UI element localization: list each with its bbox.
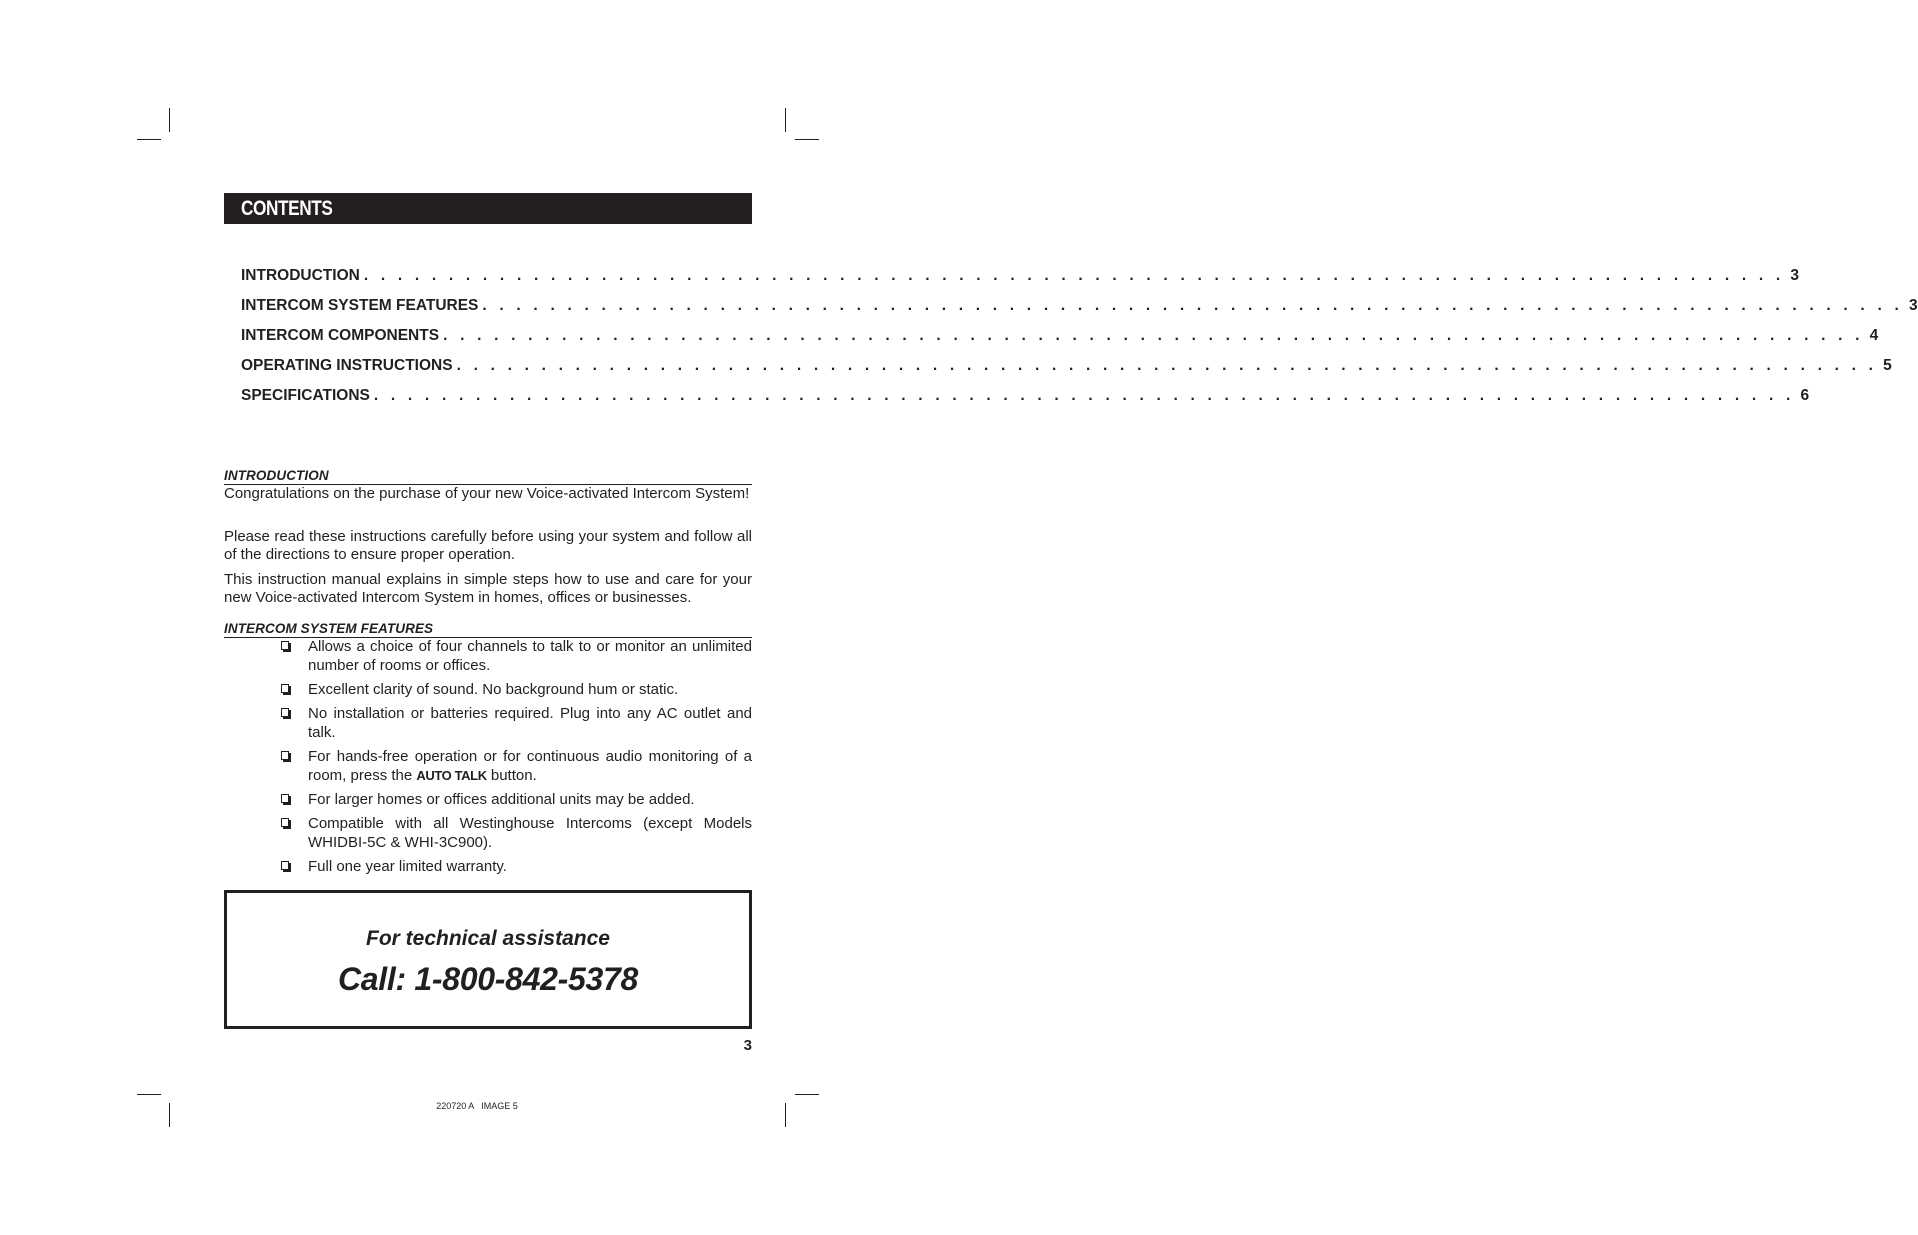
feature-text: Allows a choice of four channels to talk to or monitor an unlimited number of rooms or offices. bbox=[308, 638, 752, 674]
table-of-contents bbox=[241, 266, 1918, 416]
page-number: 3 bbox=[743, 1037, 752, 1054]
toc-leader-dots: . . . . . . . . . . . . . . . . . . . . . . . . . . . . . . . . . . . . . . . . . . . . . . . . . . . . . . . . . . . . . . . . . . . . . . . . . . . . . . . . . . . . bbox=[456, 357, 1878, 374]
checkbox-bullet-icon bbox=[281, 794, 289, 803]
checkbox-bullet-icon bbox=[281, 708, 289, 717]
toc-entry-page: 3 bbox=[1908, 297, 1918, 314]
toc-leader-dots: . . . . . . . . . . . . . . . . . . . . . . . . . . . . . . . . . . . . . . . . . . . . . . . . . . . . . . . . . . . . . . . . . . . . . . . . . . . . . . . . . . . . bbox=[373, 387, 1795, 404]
crop-mark-bottom-right-horizontal bbox=[795, 1094, 819, 1095]
crop-mark-top-right-vertical bbox=[785, 108, 786, 132]
feature-text-after: button. bbox=[486, 767, 537, 784]
toc-entry-specifications[interactable] bbox=[241, 386, 1810, 416]
feature-text: Compatible with all Westinghouse Intercoms (except Models WHIDBI-5C & WHI-3C900). bbox=[308, 815, 752, 851]
feature-item bbox=[280, 814, 752, 852]
toc-entry-title: INTERCOM COMPONENTS bbox=[241, 327, 440, 344]
contents-title: CONTENTS bbox=[241, 197, 333, 220]
feature-item bbox=[280, 747, 752, 785]
feature-item bbox=[280, 857, 752, 876]
feature-text-before: For hands-free operation or for continuous audio monitoring of a room, press the bbox=[308, 748, 752, 784]
checkbox-bullet-icon bbox=[281, 818, 289, 827]
auto-talk-button-name: AUTO TALK bbox=[416, 768, 487, 783]
toc-entry-page: 3 bbox=[1790, 267, 1800, 284]
toc-entry-page: 6 bbox=[1800, 387, 1810, 404]
toc-entry-features[interactable] bbox=[241, 296, 1918, 326]
toc-leader-dots: . . . . . . . . . . . . . . . . . . . . . . . . . . . . . . . . . . . . . . . . . . . . . . . . . . . . . . . . . . . . . . . . . . . . . . . . . . . . . . . . . . . . bbox=[443, 327, 1864, 344]
toc-entry-title: SPECIFICATIONS bbox=[241, 387, 370, 404]
checkbox-bullet-icon bbox=[281, 684, 289, 693]
crop-mark-bottom-left-vertical bbox=[169, 1103, 170, 1127]
features-heading bbox=[224, 621, 752, 638]
footer-code: 220720 A IMAGE 5 bbox=[436, 1101, 518, 1111]
toc-entry-page: 5 bbox=[1883, 357, 1892, 374]
toc-entry-title: INTERCOM SYSTEM FEATURES bbox=[241, 297, 479, 314]
feature-text: Full one year limited warranty. bbox=[308, 858, 507, 875]
crop-mark-top-right-horizontal bbox=[795, 139, 819, 140]
toc-entry-introduction[interactable] bbox=[241, 266, 1800, 296]
crop-mark-top-left-vertical bbox=[169, 108, 170, 132]
crop-mark-top-left-horizontal bbox=[137, 139, 161, 140]
introduction-paragraph: Congratulations on the purchase of your new Voice-activated Intercom System! bbox=[224, 485, 750, 502]
feature-item bbox=[280, 637, 752, 675]
assistance-label: For technical assistance bbox=[366, 927, 610, 950]
features-list bbox=[280, 637, 752, 881]
toc-entry-title: INTRODUCTION bbox=[241, 267, 360, 284]
toc-entry-components[interactable] bbox=[241, 326, 1879, 356]
feature-item bbox=[280, 680, 752, 699]
introduction-paragraph: Please read these instructions carefully before using your system and follow all of the directions to ensure proper operation. bbox=[224, 528, 752, 563]
feature-text: No installation or batteries required. Plug into any AC outlet and talk. bbox=[308, 705, 752, 741]
toc-leader-dots: . . . . . . . . . . . . . . . . . . . . . . . . . . . . . . . . . . . . . . . . . . . . . . . . . . . . . . . . . . . . . . . . . . . . . . . . . . . . . . . . . . . . bbox=[482, 297, 1903, 314]
assistance-phone[interactable]: Call: 1-800-842-5378 bbox=[338, 961, 638, 997]
checkbox-bullet-icon bbox=[281, 861, 289, 870]
feature-item bbox=[280, 704, 752, 742]
introduction-heading-text: INTRODUCTION bbox=[224, 468, 329, 483]
toc-entry-page: 4 bbox=[1869, 327, 1879, 344]
feature-item bbox=[280, 790, 752, 809]
checkbox-bullet-icon bbox=[281, 751, 289, 760]
introduction-paragraph: This instruction manual explains in simple steps how to use and care for your new Voice-activated Intercom System in homes, offices or businesses. bbox=[224, 571, 752, 606]
toc-entry-operating-instructions[interactable] bbox=[241, 356, 1892, 386]
checkbox-bullet-icon bbox=[281, 641, 289, 650]
introduction-heading bbox=[224, 468, 752, 485]
feature-text: Excellent clarity of sound. No background hum or static. bbox=[308, 681, 679, 698]
toc-entry-title: OPERATING INSTRUCTIONS bbox=[241, 357, 453, 374]
features-heading-text: INTERCOM SYSTEM FEATURES bbox=[224, 621, 434, 636]
technical-assistance-box bbox=[224, 890, 752, 1029]
contents-header bbox=[224, 193, 752, 224]
toc-leader-dots: . . . . . . . . . . . . . . . . . . . . . . . . . . . . . . . . . . . . . . . . . . . . . . . . . . . . . . . . . . . . . . . . . . . . . . . . . . . . . . . . . . . . bbox=[363, 267, 1785, 284]
crop-mark-bottom-right-vertical bbox=[785, 1103, 786, 1127]
feature-text: For larger homes or offices additional units may be added. bbox=[308, 791, 695, 808]
crop-mark-bottom-left-horizontal bbox=[137, 1094, 161, 1095]
